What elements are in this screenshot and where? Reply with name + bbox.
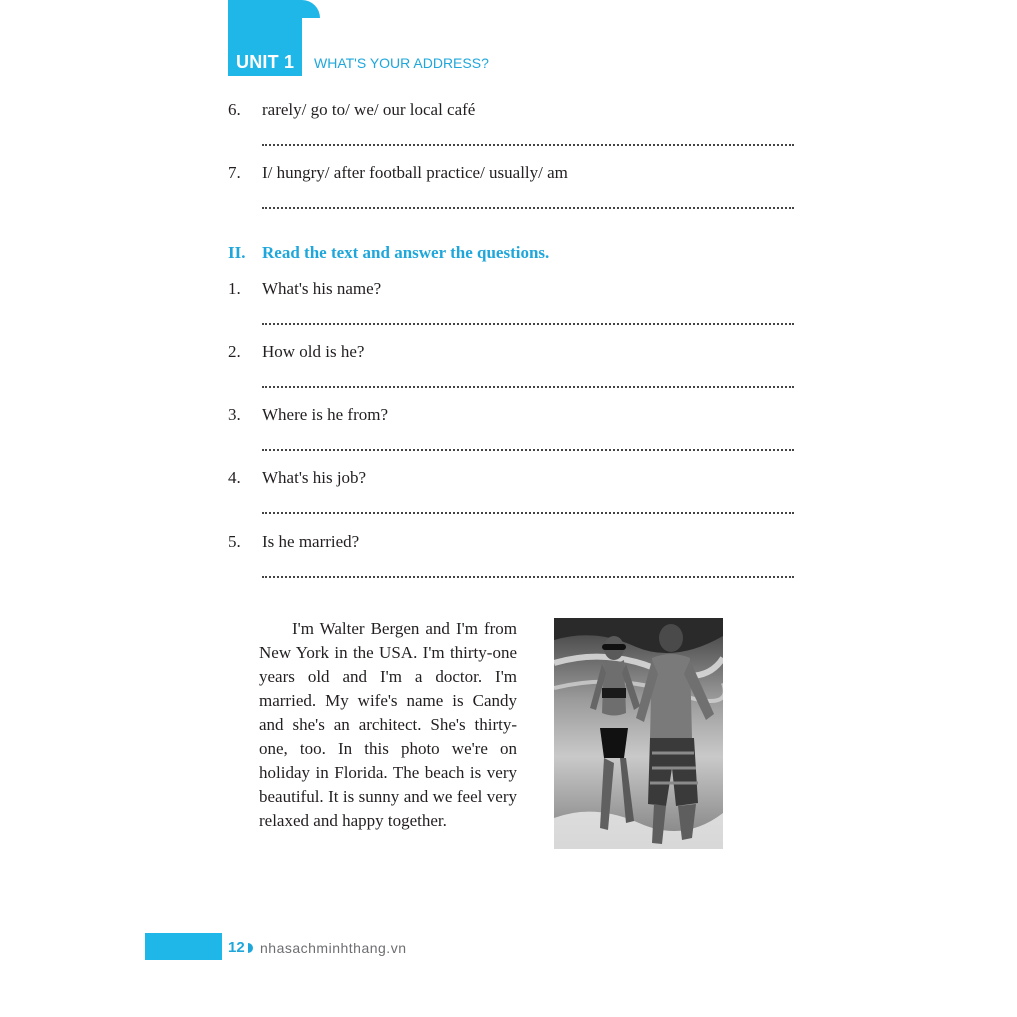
question-text: How old is he? (262, 342, 365, 361)
answer-line[interactable] (262, 386, 794, 388)
answer-line[interactable] (262, 576, 794, 578)
question-number: 2. (228, 342, 241, 361)
footer-bar (145, 933, 222, 960)
page-number: 12 (228, 939, 245, 956)
unit-tab-fold (302, 0, 320, 18)
half-circle-icon (248, 943, 253, 953)
question-number: 3. (228, 405, 241, 424)
question-number: 4. (228, 468, 241, 487)
answer-line[interactable] (262, 323, 794, 325)
question-text: Where is he from? (262, 405, 389, 424)
section-heading (228, 243, 549, 263)
item-text: I/ hungry/ after football practice/ usually/ am (262, 163, 568, 182)
answer-line[interactable] (262, 144, 794, 146)
section-number: II. (228, 243, 246, 262)
item-number: 7. (228, 163, 241, 182)
answer-line[interactable] (262, 512, 794, 514)
question-text: What's his job? (262, 468, 367, 487)
unit-title: WHAT'S YOUR ADDRESS? (314, 55, 489, 71)
item-number: 6. (228, 100, 241, 119)
question-number: 1. (228, 279, 241, 298)
beach-photo (554, 618, 723, 849)
answer-line[interactable] (262, 449, 794, 451)
beach-photo-image (554, 618, 723, 849)
question-number: 5. (228, 532, 241, 551)
question-text: What's his name? (262, 279, 382, 298)
reading-passage: I'm Walter Bergen and I'm from New York in the USA. I'm thirty-one years old and I'm a doctor. I'm married. My wife's name is Candy and she's an architect. She's thirty-one, too. In this photo we're on holiday in Florida. The beach is very beautiful. It is sunny and we feel very relaxed and happy together. (259, 619, 517, 830)
section-instruction: Read the text and answer the questions. (262, 243, 550, 262)
answer-line[interactable] (262, 207, 794, 209)
publisher-website: nhasachminhthang.vn (260, 940, 407, 956)
item-text: rarely/ go to/ we/ our local café (262, 100, 476, 119)
question-text: Is he married? (262, 532, 360, 551)
unit-label: UNIT 1 (236, 52, 295, 72)
